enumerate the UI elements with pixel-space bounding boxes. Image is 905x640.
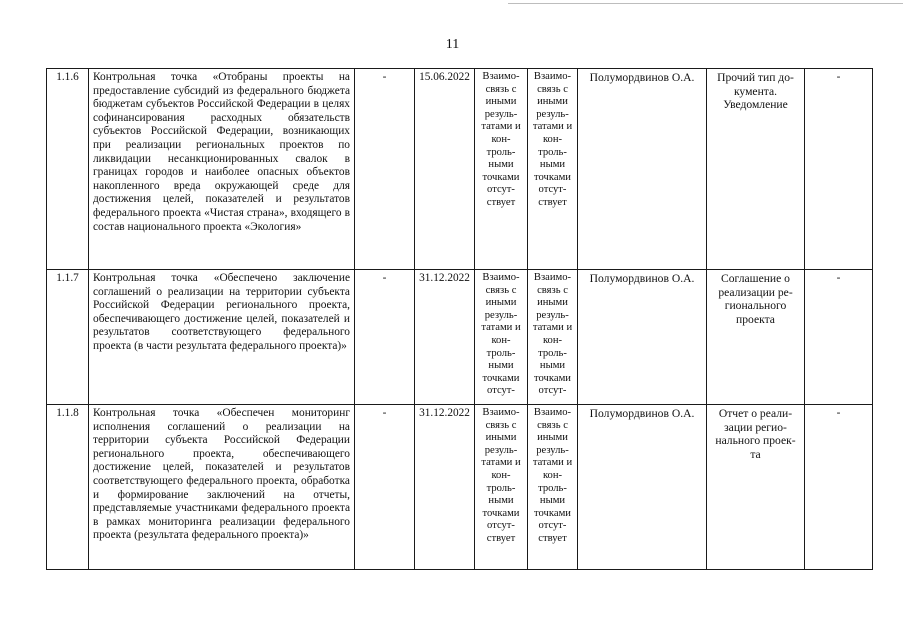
table-row <box>47 405 873 570</box>
row-number: 1.1.7 <box>47 270 89 405</box>
row-info-system: - <box>805 405 873 570</box>
row-description: Контрольная точка «Обеспечено заключение соглашений о реализации на территории субъекта Российской Федерации регионального проекта, обеспечивающего достижение целей, показателей и результатов соответствующего федерального проекта (в части результата федерального проекта)» <box>89 270 355 405</box>
row-predecessor-link: Взаимо-связь с иными резуль-татами и кон-троль-ными точками отсут-ствует <box>475 405 528 570</box>
row-successor-link: Взаимо-связь с иными резуль-татами и кон-троль-ными точками отсут- <box>528 270 578 405</box>
row-responsible: Полумордвинов О.А. <box>578 69 707 270</box>
control-points-table <box>46 68 873 570</box>
row-number: 1.1.8 <box>47 405 89 570</box>
top-rule <box>508 3 903 4</box>
row-number: 1.1.6 <box>47 69 89 270</box>
row-end-date: 15.06.2022 <box>415 69 475 270</box>
table-row <box>47 270 873 405</box>
row-start-date: - <box>355 270 415 405</box>
row-document-type: Прочий тип до-кумента. Уведомление <box>707 69 805 270</box>
row-document-type: Отчет о реали-зации регио-нального проек-та <box>707 405 805 570</box>
row-end-date: 31.12.2022 <box>415 405 475 570</box>
row-successor-link: Взаимо-связь с иными резуль-татами и кон-троль-ными точками отсут-ствует <box>528 69 578 270</box>
row-responsible: Полумордвинов О.А. <box>578 270 707 405</box>
row-info-system: - <box>805 69 873 270</box>
row-successor-link: Взаимо-связь с иными резуль-татами и кон-троль-ными точками отсут-ствует <box>528 405 578 570</box>
row-responsible: Полумордвинов О.А. <box>578 405 707 570</box>
row-start-date: - <box>355 69 415 270</box>
row-description: Контрольная точка «Обеспечен мониторинг исполнения соглашений о реализации на территории субъекта Российской Федерации регионального проекта, обеспечивающего достижение целей, показателей и результатов соответствующего федерального проекта, обработка и формирование заключений на отчеты, представляемые участниками федерального проекта в рамках мониторинга реализации федерального проекта (результата федерального проекта)» <box>89 405 355 570</box>
page-number: 11 <box>445 37 460 52</box>
row-predecessor-link: Взаимо-связь с иными резуль-татами и кон-троль-ными точками отсут-ствует <box>475 69 528 270</box>
row-info-system: - <box>805 270 873 405</box>
row-start-date: - <box>355 405 415 570</box>
row-description: Контрольная точка «Отобраны проекты на предоставление субсидий из федерального бюджета бюджетам субъектов Российской Федерации в целях софинансирования расходных обязательств субъектов Российской Федерации, возникающих при реализации региональных проектов по ликвидации несанкционированных свалок в границах городов и наиболее опасных объектов накопленного вреда окружающей среде для достижения целей, показателей и результатов федерального проекта «Чистая страна», входящего в состав национального проекта «Экология» <box>89 69 355 270</box>
row-predecessor-link: Взаимо-связь с иными резуль-татами и кон-троль-ными точками отсут- <box>475 270 528 405</box>
row-document-type: Соглашение о реализации ре-гионального проекта <box>707 270 805 405</box>
table-row <box>47 69 873 270</box>
row-end-date: 31.12.2022 <box>415 270 475 405</box>
